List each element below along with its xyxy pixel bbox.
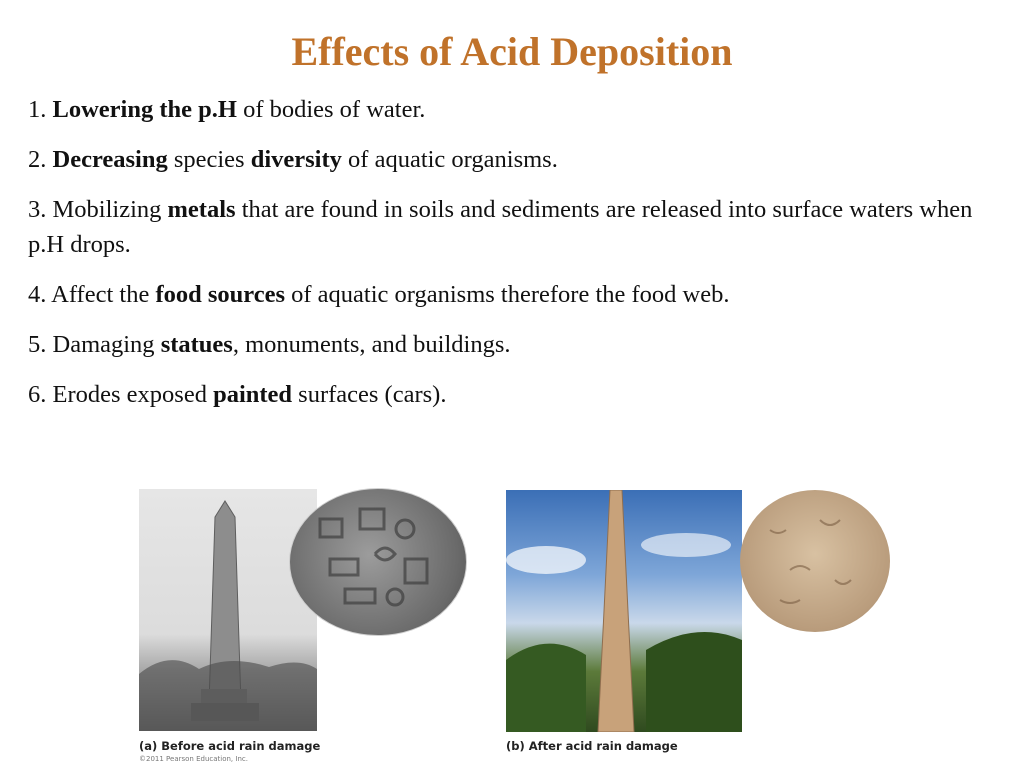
item-text: 5. Damaging [28,331,161,358]
copyright-text: ©2011 Pearson Education, Inc. [139,755,248,763]
item-text: that are found in soils and sediments are released into surface waters when p.H drops. [28,196,973,258]
item-text: surfaces (cars). [292,381,447,408]
emphasis-text: food sources [155,281,285,308]
caption-after: (b) After acid rain damage [506,739,678,753]
item-text: 2. [28,146,53,173]
obelisk-before-photo [139,489,317,731]
hieroglyph-pattern [290,489,466,635]
item-text: of aquatic organisms therefore the food web. [285,281,730,308]
item-text: 4. Affect the [28,281,156,308]
obelisk-after-photo [506,490,742,732]
hieroglyph-closeup-before [289,488,467,636]
obelisk-after-image [506,490,742,732]
list-item [28,277,1003,312]
list-item [28,327,1003,362]
slide-title: Effects of Acid Deposition [291,29,733,74]
emphasis-text: diversity [250,146,342,173]
item-text: 6. Erodes exposed [28,381,214,408]
caption-before: (a) Before acid rain damage [139,739,321,753]
emphasis-text: painted [213,381,293,408]
emphasis-text: Decreasing [52,146,168,173]
item-text: of aquatic organisms. [341,146,558,173]
list-item [28,142,1003,177]
item-text: 1. [28,96,53,123]
item-text: , monuments, and buildings. [232,331,511,358]
item-text: of bodies of water. [236,96,426,123]
obelisk-before-image [139,489,317,731]
list-item [28,192,1003,262]
emphasis-text: metals [167,196,236,223]
eroded-surface-pattern [740,490,890,632]
item-text: 3. Mobilizing [28,196,168,223]
emphasis-text: Lowering the p.H [52,96,237,123]
list-item [28,377,1003,412]
item-text: species [167,146,251,173]
emphasis-text: statues [160,331,233,358]
effects-list [28,92,1003,412]
list-item [28,92,1003,127]
hieroglyph-closeup-after [740,490,890,632]
